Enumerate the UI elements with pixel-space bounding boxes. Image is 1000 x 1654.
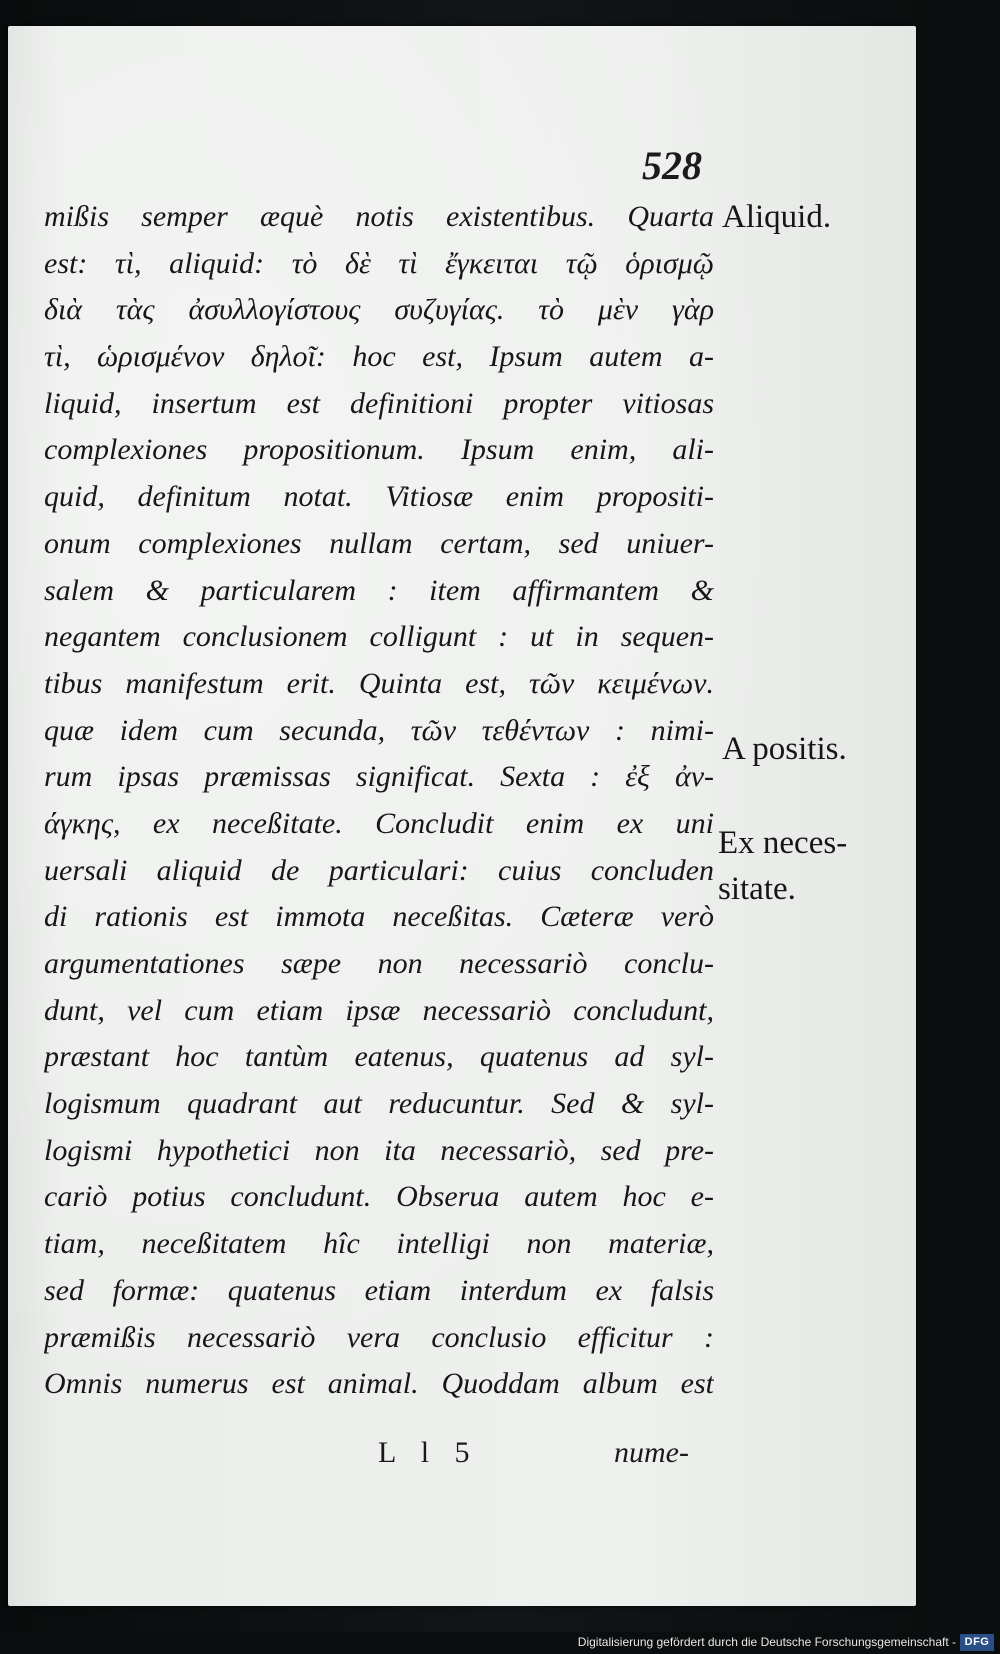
text-line: quid, definitum notat. Vitiosæ enim propositi- [44, 480, 714, 514]
text-line: complexiones propositionum. Ipsum enim, ali- [44, 433, 714, 467]
marginal-note-line: sitate. [718, 871, 796, 907]
text-line: tiam, neceßitatem hîc intelligi non materiæ, [44, 1227, 714, 1261]
marginal-note-ex-necessitate [718, 820, 847, 912]
body-text [44, 194, 714, 1408]
text-line: liquid, insertum est definitioni propter vitiosas [44, 386, 714, 420]
text-line: præstant hoc tantùm eatenus, quatenus ad syl- [44, 1040, 714, 1074]
text-line: διὰ τὰς ἀσυλλογίστους συζυγίας. τὸ μὲν γὰρ [44, 293, 714, 327]
text-line: cariò potius concludunt. Obserua autem hoc e- [44, 1180, 714, 1214]
footer-bar [0, 1632, 1000, 1654]
text-line: τὶ, ὡρισμένον δηλοῖ: hoc est, Ipsum autem a- [44, 340, 714, 374]
marginal-note-line: Ex neces- [718, 825, 848, 861]
text-line: est: τὶ, aliquid: τὸ δὲ τὶ ἔγκειται τῷ ὁρισμῷ [44, 246, 714, 280]
marginal-note-line: Aliquid. [722, 199, 832, 235]
text-line: negantem conclusionem colligunt : ut in sequen- [44, 620, 714, 654]
text-line: di rationis est immota neceßitas. Cæteræ verò [44, 900, 714, 934]
text-line: άγκης, ex neceßitate. Concludit enim ex uni [44, 806, 714, 840]
text-line: sed formæ: quatenus etiam interdum ex falsis [44, 1273, 714, 1307]
marginal-note-a-positis [722, 726, 847, 772]
signature-mark: L l 5 [378, 1436, 470, 1469]
text-line: præmißis necessariò vera conclusio efficitur : [44, 1320, 714, 1354]
text-line: uersali aliquid de particulari: cuius concluden [44, 853, 714, 887]
text-line: salem & particularem : item affirmantem & [44, 573, 714, 607]
text-line: argumentationes sæpe non necessariò conclu- [44, 947, 714, 980]
text-line: dunt, vel cum etiam ipsæ necessariò concludunt, [44, 993, 714, 1027]
dfg-logo: DFG [960, 1634, 994, 1651]
catchword: nume- [614, 1436, 689, 1469]
page-number: 528 [642, 143, 702, 188]
text-line: rum ipsas præmissas significat. Sexta : ἐξ ἀν- [44, 760, 714, 794]
marginal-note-aliquid [722, 194, 831, 240]
marginal-note-line: A positis. [722, 731, 847, 767]
text-line: logismum quadrant aut reducuntur. Sed & syl- [44, 1087, 714, 1121]
text-line: quæ idem cum secunda, τῶν τεθέντων : nimi- [44, 713, 714, 747]
text-line: tibus manifestum erit. Quinta est, τῶν κειμένων. [44, 666, 714, 700]
text-line: Omnis numerus est animal. Quoddam album est [44, 1367, 714, 1401]
text-line: onum complexiones nullam certam, sed uniuer- [44, 526, 714, 560]
funding-credit: Digitalisierung gefördert durch die Deutsche Forschungsgemeinschaft - [577, 1635, 956, 1649]
book-page-scan [8, 26, 916, 1606]
text-line: mißis semper æquè notis existentibus. Quarta [44, 200, 714, 233]
text-line: logismi hypothetici non ita necessariò, sed pre- [44, 1133, 714, 1167]
